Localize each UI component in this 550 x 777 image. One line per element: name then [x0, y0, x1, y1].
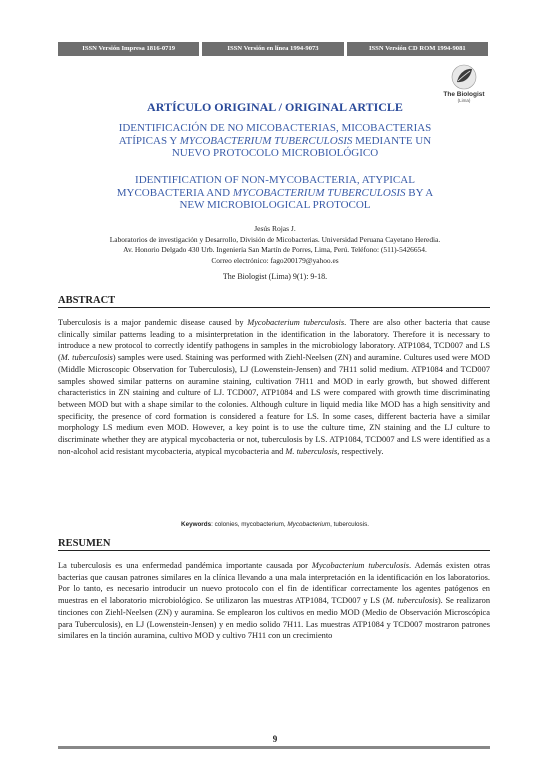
keywords-label: Keywords [181, 521, 212, 528]
title-es-line2a: ATÍPICAS Y [118, 134, 180, 147]
footer-rule [58, 746, 490, 749]
title-es-line2c: MEDIANTE UN [352, 134, 432, 147]
resumen-text [58, 560, 490, 642]
abstract-heading: ABSTRACT [58, 295, 490, 308]
resumen-part1: La tuberculosis es una enfermedad pandémica importante causada por [58, 561, 312, 570]
affiliation [40, 235, 510, 255]
title-english [70, 174, 480, 212]
issn-online: ISSN Versión en línea 1994-9073 [202, 42, 343, 56]
title-es-line3: NUEVO PROTOCOLO MICROBIOLÓGICO [171, 147, 379, 159]
title-es-line2 [70, 135, 480, 148]
resumen-species2: M. tuberculosis [385, 596, 438, 606]
page-number: 9 [272, 734, 278, 744]
author-email[interactable]: Correo electrónico: fago200179@yahoo.es [211, 256, 339, 265]
title-es-species: MYCOBACTERIUM TUBERCULOSIS [179, 134, 353, 147]
resumen-heading: RESUMEN [58, 538, 490, 551]
title-en-line2 [70, 187, 480, 200]
issn-print: ISSN Versión Impresa 1816-0719 [58, 42, 199, 56]
abstract-species1: Mycobacterium tuberculosis [247, 318, 345, 327]
resumen-part3: ). Se realizaron tinciones con Ziehl-Neelsen (ZN) y auramina. Se emplearon los cultivos en medio MOD (Medio de Observación Microscópica para Tuberculosis), en LJ (Lowenstein-Jensen) y en medio solido 7H11. Las muestras ATP1084 y TCD007 mostraron patrones similares en la tinción auramina, cultivo MOD y cultivo 7H11 con un crecimiento [58, 596, 491, 641]
resumen-part2: . Además existen otras bacterias que causan patrones similares en la clínica llevando a una mala interpretación en la identificación en los laboratorios. Por lo tanto, es necesario introducir un nuevo protocolo con el fin de identificar correctamente los agentes patógenos en muestras en el laboratorio microbiológico. Se utilizaron las muestras ATP1084, TCD007 y LS ( [58, 561, 490, 606]
keywords-text2: , tuberculosis. [330, 521, 369, 528]
title-en-line2a: MYCOBACTERIA AND [116, 186, 233, 199]
title-spanish [70, 122, 480, 160]
issn-bar [58, 42, 488, 56]
abstract-part2: . There are also other bacteria that cause clinically similar patterns leading to a misinterpretation in the identification in the laboratory. Therefore it is necessary to introduce a new protocol to correctly identify pathogens in samples in the microbiology laboratory. ATP1084, TCD007 and LS ( [58, 318, 490, 363]
logo-name: The Biologist [443, 91, 485, 98]
title-en-line2c: BY A [405, 186, 434, 199]
abstract-species3: M. tuberculosis [285, 446, 338, 456]
leaf-logo-icon [451, 64, 477, 90]
abstract-text [58, 317, 490, 457]
author-name: Jesús Rojas J. [254, 224, 296, 233]
keywords [0, 521, 550, 528]
keywords-species: Mycobacterium [287, 521, 331, 528]
citation: The Biologist (Lima) 9(1): 9-18. [222, 272, 328, 281]
title-en-line3: NEW MICROBIOLOGICAL PROTOCOL [179, 199, 371, 211]
abstract-part4: , respectively. [337, 446, 384, 456]
issn-cdrom: ISSN Versión CD ROM 1994-9081 [347, 42, 488, 56]
affiliation-line1: Laboratorios de investigación y Desarrollo, División de Micobacterias. Universidad Peruana Cayetano Heredia. [109, 235, 441, 244]
article-type: ARTÍCULO ORIGINAL / ORIGINAL ARTICLE [147, 100, 403, 114]
logo-sub: (Lima) [457, 98, 471, 103]
affiliation-line2: Av. Honorio Delgado 430 Urb. Ingeniería San Martín de Porres, Lima, Perú. Teléfono: (511)-5426654. [123, 245, 427, 254]
keywords-text1: : colonies, mycobacterium, [211, 521, 288, 528]
abstract-part1: Tuberculosis is a major pandemic disease caused by [58, 318, 248, 327]
abstract-part3: ) samples were used. Staining was performed with Ziehl-Neelsen (ZN) and auramine. Cultures used were MOD (Middle Microscopic Observation for Tuberculosis), LJ (Lowenstein-Jensen) and 7H11 solid medium. ATP1084 and TCD007 samples showed similar patterns on auramine staining, cultivation 7H11 and MOD in early growth, but showed different characteristics in ZN staining and culture of LJ. TCD007, ATP1084 and LS were compared with growth time discriminating between MOD but with a shape similar to the colonies. Although culture in liquid media like MOD has a high sensitivity and specificity, the presence of cord formation is considered a feature for LS. In some cases, different bacteria have a similar morphology LS medium even MOD. However, a key point is to use the culture time, ZN staining and the LJ culture to discriminate whether they are atypical mycobacteria or not, tuberculosis by LS. ATP1084, TCD007 and LS were identified as a non-alcohol acid resistant mycobacteria, atypical mycobacteria and [58, 353, 490, 456]
title-es-line1: IDENTIFICACIÓN DE NO MICOBACTERIAS, MICOBACTERIAS [118, 122, 432, 134]
resumen-species1: Mycobacterium tuberculosis [311, 561, 410, 570]
abstract-species2: M. tuberculosis [60, 353, 113, 363]
title-en-line1: IDENTIFICATION OF NON-MYCOBACTERIA, ATYPICAL [135, 174, 415, 186]
title-en-species: MYCOBACTERIUM TUBERCULOSIS [232, 186, 406, 199]
